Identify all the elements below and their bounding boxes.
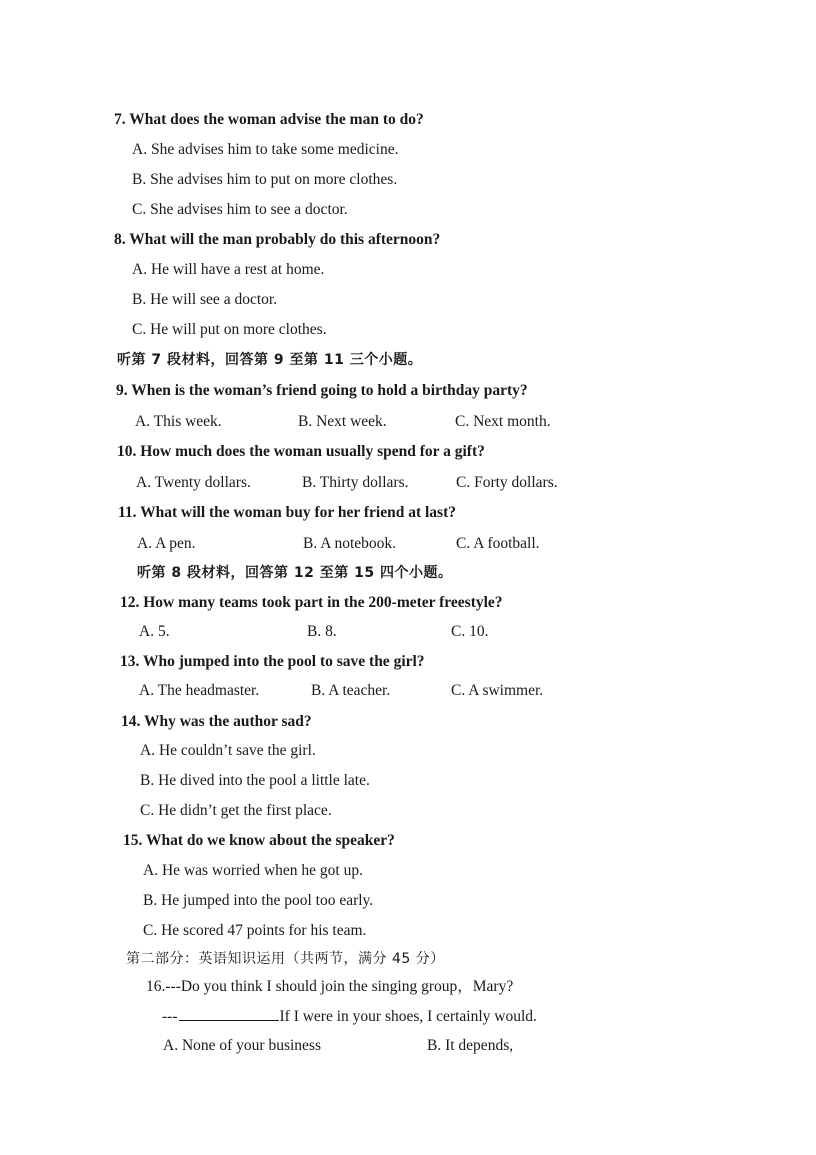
question-16-dash: --- — [162, 1008, 178, 1025]
question-10-stem: 10. How much does the woman usually spend for a gift? — [117, 443, 485, 460]
question-10-option-b: B. Thirty dollars. — [302, 474, 409, 491]
question-16-option-b: B. It depends, — [427, 1037, 514, 1054]
question-9-option-c: C. Next month. — [455, 413, 551, 430]
question-13-option-b: B. A teacher. — [311, 682, 391, 699]
question-14-option-b: B. He dived into the pool a little late. — [140, 772, 370, 789]
section-7-instruction: 听第 7 段材料，回答第 9 至第 11 三个小题。 — [117, 352, 423, 368]
question-9-stem: 9. When is the woman’s friend going to hold a birthday party? — [116, 382, 528, 399]
question-9-option-b: B. Next week. — [298, 413, 387, 430]
question-7-option-a: A. She advises him to take some medicine. — [132, 141, 399, 158]
question-12-option-b: B. 8. — [307, 623, 337, 640]
question-13-option-c: C. A swimmer. — [451, 682, 544, 699]
question-11-option-b: B. A notebook. — [303, 535, 397, 552]
question-16-line-2 — [162, 1006, 537, 1027]
question-12-stem: 12. How many teams took part in the 200-meter freestyle? — [120, 594, 503, 611]
question-15-option-c: C. He scored 47 points for his team. — [143, 922, 367, 939]
question-8-option-c: C. He will put on more clothes. — [132, 321, 327, 338]
part-2-heading: 第二部分：英语知识运用（共两节，满分 45 分） — [126, 951, 445, 967]
question-10-option-a: A. Twenty dollars. — [136, 474, 251, 491]
question-10-option-c: C. Forty dollars. — [456, 474, 558, 491]
question-15-option-b: B. He jumped into the pool too early. — [143, 892, 374, 909]
question-8-option-b: B. He will see a doctor. — [132, 291, 278, 308]
question-14-stem: 14. Why was the author sad? — [121, 713, 312, 730]
question-7-stem: 7. What does the woman advise the man to do? — [114, 111, 424, 128]
question-8-stem: 8. What will the man probably do this afternoon? — [114, 231, 441, 248]
question-7-option-c: C. She advises him to see a doctor. — [132, 201, 348, 218]
question-7-option-b: B. She advises him to put on more clothes. — [132, 171, 398, 188]
question-16-line-2-text: If I were in your shoes, I certainly would. — [279, 1008, 537, 1025]
answer-blank — [179, 1006, 279, 1021]
section-8-instruction: 听第 8 段材料，回答第 12 至第 15 四个小题。 — [137, 565, 453, 581]
question-9-option-a: A. This week. — [135, 413, 222, 430]
question-13-option-a: A. The headmaster. — [139, 682, 260, 699]
question-11-option-c: C. A football. — [456, 535, 540, 552]
question-11-option-a: A. A pen. — [137, 535, 196, 552]
question-16-option-a: A. None of your business — [163, 1037, 321, 1054]
question-11-stem: 11. What will the woman buy for her friend at last? — [118, 504, 457, 521]
question-8-option-a: A. He will have a rest at home. — [132, 261, 325, 278]
question-12-option-a: A. 5. — [139, 623, 170, 640]
question-12-option-c: C. 10. — [451, 623, 489, 640]
question-15-stem: 15. What do we know about the speaker? — [123, 832, 395, 849]
question-15-option-a: A. He was worried when he got up. — [143, 862, 363, 879]
question-16-line-1: 16.---Do you think I should join the singing group，Mary? — [146, 978, 514, 995]
question-14-option-c: C. He didn’t get the first place. — [140, 802, 332, 819]
question-13-stem: 13. Who jumped into the pool to save the girl? — [120, 653, 425, 670]
question-14-option-a: A. He couldn’t save the girl. — [140, 742, 316, 759]
